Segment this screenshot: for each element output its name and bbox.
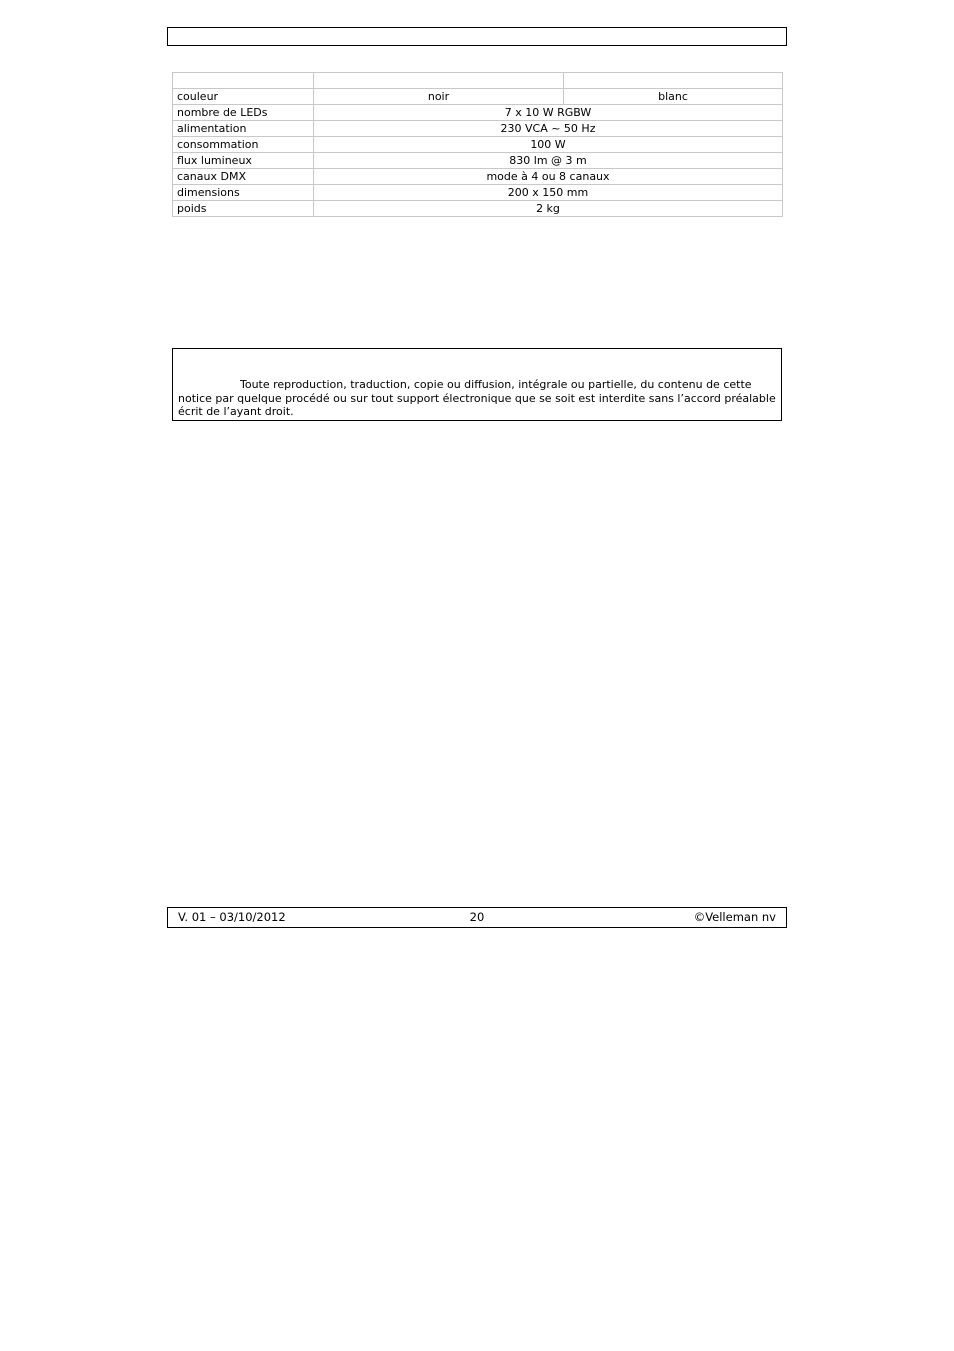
spec-label: canaux DMX <box>173 169 314 185</box>
table-row <box>173 121 783 137</box>
spec-value: 100 W <box>314 137 783 153</box>
spec-value: 230 VCA ~ 50 Hz <box>314 121 783 137</box>
spec-label: dimensions <box>173 185 314 201</box>
table-row <box>173 153 783 169</box>
spec-label: alimentation <box>173 121 314 137</box>
table-row <box>173 201 783 217</box>
footer-page-number: 20 <box>469 910 485 924</box>
page-header-box <box>167 27 787 46</box>
spec-label: nombre de LEDs <box>173 105 314 121</box>
specifications-table <box>172 72 783 217</box>
copyright-notice-text: Toute reproduction, traduction, copie ou diffusion, intégrale ou partielle, du contenu de cette notice par quelque procédé ou sur tout support électronique que se soit est interdite sans l’accord préalable écrit de l’ayant droit. <box>178 378 776 418</box>
spec-value: 2 kg <box>314 201 783 217</box>
table-row <box>173 169 783 185</box>
header-cell-empty <box>314 73 564 89</box>
spec-value: 7 x 10 W RGBW <box>314 105 783 121</box>
copyright-notice-box <box>172 348 782 421</box>
spec-value-white: blanc <box>564 89 783 105</box>
spec-label: consommation <box>173 137 314 153</box>
spec-value: 200 x 150 mm <box>314 185 783 201</box>
spec-label: flux lumineux <box>173 153 314 169</box>
table-row <box>173 185 783 201</box>
footer-copyright: ©Velleman nv <box>693 910 776 924</box>
footer-version: V. 01 – 03/10/2012 <box>178 910 286 924</box>
table-row <box>173 89 783 105</box>
table-row <box>173 137 783 153</box>
spec-label: poids <box>173 201 314 217</box>
spec-value-black: noir <box>314 89 564 105</box>
header-cell-empty <box>564 73 783 89</box>
header-cell-empty <box>173 73 314 89</box>
spec-value: mode à 4 ou 8 canaux <box>314 169 783 185</box>
page-footer <box>167 907 787 928</box>
table-row <box>173 105 783 121</box>
table-header-row <box>173 73 783 89</box>
spec-value: 830 lm @ 3 m <box>314 153 783 169</box>
spec-label: couleur <box>173 89 314 105</box>
